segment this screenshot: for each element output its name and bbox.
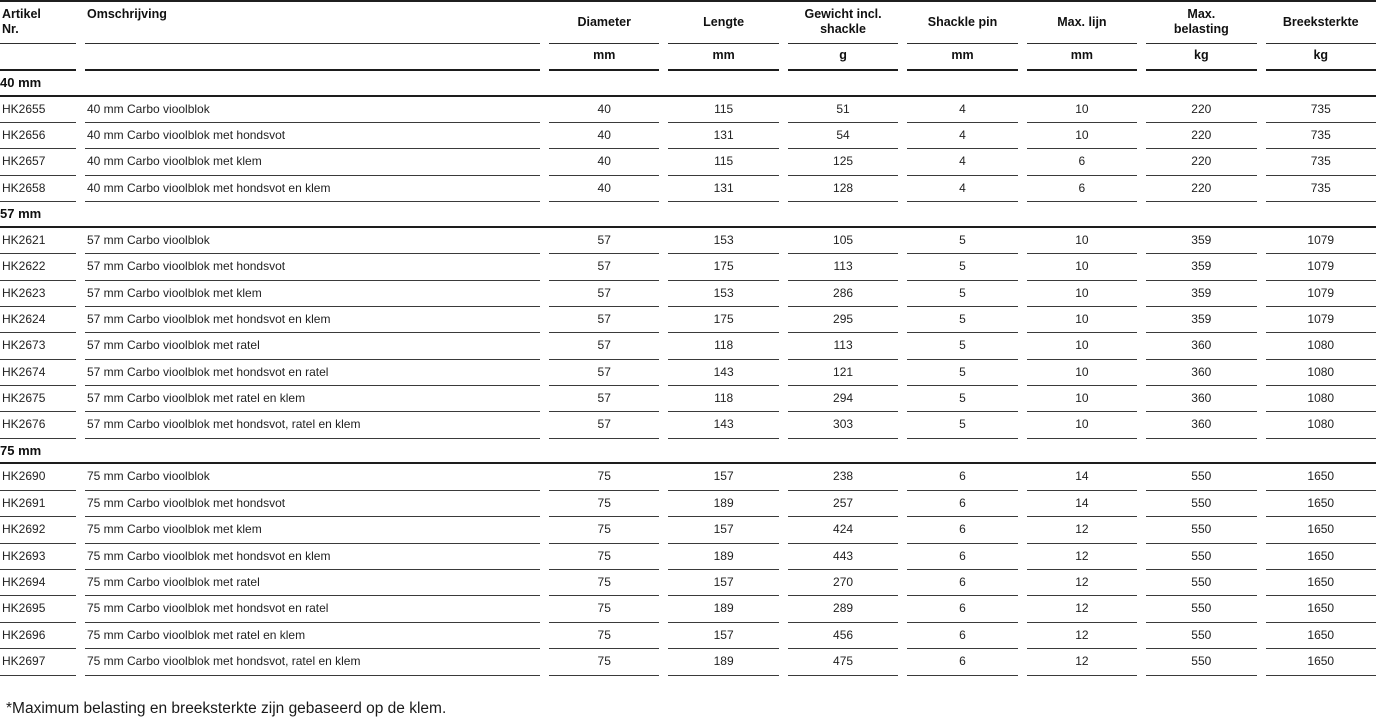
cell-shackle_pin: 5: [907, 412, 1017, 438]
table-row: [0, 149, 1376, 175]
cell-diameter: 75: [549, 464, 659, 490]
cell-max_belasting: 220: [1146, 97, 1256, 123]
cell-lengte: 175: [668, 307, 778, 333]
cell-max_lijn: 12: [1027, 570, 1137, 596]
cell-diameter: 57: [549, 360, 659, 386]
cell-breeksterkte: 1080: [1266, 360, 1376, 386]
cell-max_lijn: 10: [1027, 386, 1137, 412]
cell-lengte: 115: [668, 149, 778, 175]
cell-gewicht_incl_shackle: 113: [788, 254, 898, 280]
cell-artikel_nr: HK2696: [0, 623, 76, 649]
section-header-row: [0, 71, 1376, 97]
cell-omschrijving: 57 mm Carbo vioolblok met hondsvot en ratel: [85, 360, 540, 386]
cell-max_belasting: 550: [1146, 596, 1256, 622]
cell-artikel_nr: HK2695: [0, 596, 76, 622]
cell-artikel_nr: HK2622: [0, 254, 76, 280]
cell-gewicht_incl_shackle: 475: [788, 649, 898, 675]
cell-gewicht_incl_shackle: 270: [788, 570, 898, 596]
table-row: [0, 544, 1376, 570]
unit-artikel-nr: [0, 44, 76, 71]
cell-max_lijn: 14: [1027, 491, 1137, 517]
cell-artikel_nr: HK2697: [0, 649, 76, 675]
cell-omschrijving: 57 mm Carbo vioolblok met ratel en klem: [85, 386, 540, 412]
cell-artikel_nr: HK2675: [0, 386, 76, 412]
section-title: 75 mm: [0, 439, 1376, 465]
cell-lengte: 153: [668, 281, 778, 307]
cell-artikel_nr: HK2691: [0, 491, 76, 517]
header-units-row: [0, 44, 1376, 71]
cell-diameter: 75: [549, 491, 659, 517]
cell-lengte: 189: [668, 544, 778, 570]
col-header-omschrijving: Omschrijving: [85, 2, 540, 44]
cell-omschrijving: 57 mm Carbo vioolblok met hondsvot en klem: [85, 307, 540, 333]
cell-lengte: 115: [668, 97, 778, 123]
cell-gewicht_incl_shackle: 105: [788, 228, 898, 254]
table-row: [0, 517, 1376, 543]
cell-shackle_pin: 6: [907, 570, 1017, 596]
cell-lengte: 131: [668, 123, 778, 149]
table-row: [0, 623, 1376, 649]
cell-shackle_pin: 4: [907, 123, 1017, 149]
cell-omschrijving: 57 mm Carbo vioolblok met ratel: [85, 333, 540, 359]
table-body: [0, 71, 1376, 676]
cell-max_belasting: 550: [1146, 491, 1256, 517]
cell-max_belasting: 550: [1146, 517, 1256, 543]
cell-max_belasting: 360: [1146, 360, 1256, 386]
table-row: [0, 570, 1376, 596]
cell-shackle_pin: 6: [907, 596, 1017, 622]
cell-lengte: 157: [668, 570, 778, 596]
cell-shackle_pin: 6: [907, 517, 1017, 543]
cell-max_belasting: 360: [1146, 333, 1256, 359]
cell-shackle_pin: 4: [907, 176, 1017, 202]
cell-diameter: 75: [549, 623, 659, 649]
cell-breeksterkte: 1650: [1266, 623, 1376, 649]
cell-shackle_pin: 6: [907, 464, 1017, 490]
cell-artikel_nr: HK2655: [0, 97, 76, 123]
table-row: [0, 464, 1376, 490]
cell-shackle_pin: 5: [907, 333, 1017, 359]
unit-lengte: mm: [668, 44, 778, 71]
cell-diameter: 75: [549, 649, 659, 675]
col-header-line: Gewicht incl.: [804, 7, 882, 21]
table-row: [0, 307, 1376, 333]
cell-lengte: 175: [668, 254, 778, 280]
cell-diameter: 57: [549, 228, 659, 254]
col-header-max-belasting: [1146, 2, 1256, 44]
cell-max_lijn: 12: [1027, 649, 1137, 675]
cell-lengte: 118: [668, 386, 778, 412]
section-title: 57 mm: [0, 202, 1376, 228]
unit-gewicht-incl-shackle: g: [788, 44, 898, 71]
unit-max-belasting: kg: [1146, 44, 1256, 71]
cell-gewicht_incl_shackle: 113: [788, 333, 898, 359]
cell-artikel_nr: HK2676: [0, 412, 76, 438]
cell-omschrijving: 40 mm Carbo vioolblok met hondsvot: [85, 123, 540, 149]
table-row: [0, 360, 1376, 386]
footnote: *Maximum belasting en breeksterkte zijn gebaseerd op de klem.: [6, 699, 447, 717]
cell-omschrijving: 57 mm Carbo vioolblok met hondsvot: [85, 254, 540, 280]
cell-lengte: 157: [668, 517, 778, 543]
cell-breeksterkte: 1079: [1266, 254, 1376, 280]
cell-gewicht_incl_shackle: 303: [788, 412, 898, 438]
col-header-artikel-nr: [0, 2, 76, 44]
cell-diameter: 57: [549, 412, 659, 438]
cell-shackle_pin: 6: [907, 544, 1017, 570]
cell-lengte: 131: [668, 176, 778, 202]
cell-max_belasting: 550: [1146, 464, 1256, 490]
unit-shackle-pin: mm: [907, 44, 1017, 71]
cell-max_belasting: 550: [1146, 623, 1256, 649]
cell-breeksterkte: 1079: [1266, 281, 1376, 307]
cell-max_lijn: 10: [1027, 360, 1137, 386]
cell-lengte: 189: [668, 649, 778, 675]
table-row: [0, 123, 1376, 149]
cell-max_lijn: 12: [1027, 596, 1137, 622]
cell-artikel_nr: HK2690: [0, 464, 76, 490]
col-header-line: Nr.: [2, 22, 19, 36]
cell-max_lijn: 10: [1027, 307, 1137, 333]
cell-gewicht_incl_shackle: 294: [788, 386, 898, 412]
cell-max_belasting: 359: [1146, 254, 1256, 280]
cell-max_belasting: 360: [1146, 386, 1256, 412]
cell-gewicht_incl_shackle: 128: [788, 176, 898, 202]
cell-max_lijn: 10: [1027, 281, 1137, 307]
col-header-lengte: Lengte: [668, 2, 778, 44]
cell-max_lijn: 12: [1027, 623, 1137, 649]
cell-breeksterkte: 1079: [1266, 228, 1376, 254]
cell-diameter: 40: [549, 97, 659, 123]
cell-artikel_nr: HK2693: [0, 544, 76, 570]
table-row: [0, 412, 1376, 438]
cell-diameter: 75: [549, 544, 659, 570]
cell-max_belasting: 359: [1146, 228, 1256, 254]
table-row: [0, 228, 1376, 254]
cell-shackle_pin: 5: [907, 386, 1017, 412]
cell-breeksterkte: 1080: [1266, 386, 1376, 412]
cell-artikel_nr: HK2694: [0, 570, 76, 596]
cell-artikel_nr: HK2623: [0, 281, 76, 307]
col-header-diameter: Diameter: [549, 2, 659, 44]
cell-lengte: 157: [668, 464, 778, 490]
cell-max_belasting: 550: [1146, 570, 1256, 596]
cell-gewicht_incl_shackle: 286: [788, 281, 898, 307]
cell-diameter: 40: [549, 149, 659, 175]
cell-diameter: 40: [549, 176, 659, 202]
cell-max_lijn: 10: [1027, 254, 1137, 280]
cell-breeksterkte: 735: [1266, 123, 1376, 149]
product-spec-table: [0, 2, 1376, 676]
cell-artikel_nr: HK2673: [0, 333, 76, 359]
table-row: [0, 386, 1376, 412]
cell-omschrijving: 57 mm Carbo vioolblok met hondsvot, ratel en klem: [85, 412, 540, 438]
cell-max_lijn: 14: [1027, 464, 1137, 490]
cell-omschrijving: 75 mm Carbo vioolblok met klem: [85, 517, 540, 543]
cell-shackle_pin: 5: [907, 281, 1017, 307]
cell-breeksterkte: 1650: [1266, 596, 1376, 622]
table-row: [0, 649, 1376, 675]
cell-shackle_pin: 5: [907, 307, 1017, 333]
cell-breeksterkte: 1080: [1266, 333, 1376, 359]
cell-gewicht_incl_shackle: 456: [788, 623, 898, 649]
cell-breeksterkte: 735: [1266, 149, 1376, 175]
cell-max_lijn: 12: [1027, 544, 1137, 570]
cell-breeksterkte: 1650: [1266, 544, 1376, 570]
col-header-shackle-pin: Shackle pin: [907, 2, 1017, 44]
cell-omschrijving: 75 mm Carbo vioolblok met hondsvot, ratel en klem: [85, 649, 540, 675]
cell-gewicht_incl_shackle: 443: [788, 544, 898, 570]
cell-breeksterkte: 1079: [1266, 307, 1376, 333]
cell-max_belasting: 359: [1146, 307, 1256, 333]
cell-max_belasting: 220: [1146, 176, 1256, 202]
cell-omschrijving: 40 mm Carbo vioolblok met hondsvot en klem: [85, 176, 540, 202]
cell-diameter: 75: [549, 570, 659, 596]
table-row: [0, 176, 1376, 202]
cell-max_belasting: 220: [1146, 149, 1256, 175]
cell-max_lijn: 12: [1027, 517, 1137, 543]
cell-lengte: 157: [668, 623, 778, 649]
cell-max_belasting: 550: [1146, 544, 1256, 570]
cell-lengte: 143: [668, 412, 778, 438]
table-row: [0, 596, 1376, 622]
table-row: [0, 281, 1376, 307]
header-label-row: [0, 2, 1376, 44]
cell-gewicht_incl_shackle: 295: [788, 307, 898, 333]
cell-diameter: 57: [549, 281, 659, 307]
col-header-line: Max.: [1187, 7, 1216, 21]
cell-omschrijving: 75 mm Carbo vioolblok met hondsvot en ratel: [85, 596, 540, 622]
cell-diameter: 75: [549, 517, 659, 543]
cell-breeksterkte: 735: [1266, 176, 1376, 202]
cell-gewicht_incl_shackle: 257: [788, 491, 898, 517]
cell-artikel_nr: HK2657: [0, 149, 76, 175]
section-title: 40 mm: [0, 71, 1376, 97]
cell-omschrijving: 75 mm Carbo vioolblok met hondsvot en klem: [85, 544, 540, 570]
cell-gewicht_incl_shackle: 121: [788, 360, 898, 386]
col-header-line: shackle: [820, 22, 866, 36]
cell-shackle_pin: 6: [907, 491, 1017, 517]
col-header-breeksterkte: Breeksterkte: [1266, 2, 1376, 44]
cell-breeksterkte: 1650: [1266, 491, 1376, 517]
cell-omschrijving: 75 mm Carbo vioolblok met hondsvot: [85, 491, 540, 517]
cell-diameter: 40: [549, 123, 659, 149]
cell-breeksterkte: 1650: [1266, 464, 1376, 490]
col-header-line: Artikel: [2, 7, 41, 21]
cell-shackle_pin: 5: [907, 228, 1017, 254]
cell-shackle_pin: 6: [907, 649, 1017, 675]
cell-artikel_nr: HK2621: [0, 228, 76, 254]
cell-shackle_pin: 6: [907, 623, 1017, 649]
cell-max_lijn: 6: [1027, 149, 1137, 175]
cell-omschrijving: 75 mm Carbo vioolblok met ratel: [85, 570, 540, 596]
cell-diameter: 57: [549, 386, 659, 412]
cell-max_lijn: 10: [1027, 123, 1137, 149]
cell-max_lijn: 10: [1027, 333, 1137, 359]
cell-omschrijving: 57 mm Carbo vioolblok: [85, 228, 540, 254]
unit-omschrijving: [85, 44, 540, 71]
cell-omschrijving: 40 mm Carbo vioolblok met klem: [85, 149, 540, 175]
cell-max_belasting: 550: [1146, 649, 1256, 675]
cell-gewicht_incl_shackle: 125: [788, 149, 898, 175]
cell-shackle_pin: 5: [907, 254, 1017, 280]
cell-artikel_nr: HK2658: [0, 176, 76, 202]
cell-gewicht_incl_shackle: 51: [788, 97, 898, 123]
cell-lengte: 153: [668, 228, 778, 254]
table-header: [0, 2, 1376, 71]
cell-artikel_nr: HK2624: [0, 307, 76, 333]
table-row: [0, 97, 1376, 123]
cell-breeksterkte: 1080: [1266, 412, 1376, 438]
cell-gewicht_incl_shackle: 238: [788, 464, 898, 490]
cell-max_lijn: 6: [1027, 176, 1137, 202]
cell-breeksterkte: 1650: [1266, 649, 1376, 675]
unit-diameter: mm: [549, 44, 659, 71]
cell-omschrijving: 57 mm Carbo vioolblok met klem: [85, 281, 540, 307]
cell-breeksterkte: 1650: [1266, 517, 1376, 543]
table-row: [0, 254, 1376, 280]
cell-diameter: 57: [549, 307, 659, 333]
cell-omschrijving: 40 mm Carbo vioolblok: [85, 97, 540, 123]
cell-artikel_nr: HK2674: [0, 360, 76, 386]
col-header-max-lijn: Max. lijn: [1027, 2, 1137, 44]
cell-max_belasting: 360: [1146, 412, 1256, 438]
table-row: [0, 491, 1376, 517]
cell-diameter: 75: [549, 596, 659, 622]
cell-breeksterkte: 735: [1266, 97, 1376, 123]
cell-lengte: 189: [668, 596, 778, 622]
cell-shackle_pin: 4: [907, 149, 1017, 175]
unit-max-lijn: mm: [1027, 44, 1137, 71]
cell-shackle_pin: 5: [907, 360, 1017, 386]
cell-max_lijn: 10: [1027, 97, 1137, 123]
cell-omschrijving: 75 mm Carbo vioolblok met ratel en klem: [85, 623, 540, 649]
cell-gewicht_incl_shackle: 424: [788, 517, 898, 543]
cell-gewicht_incl_shackle: 289: [788, 596, 898, 622]
cell-diameter: 57: [549, 333, 659, 359]
cell-omschrijving: 75 mm Carbo vioolblok: [85, 464, 540, 490]
cell-shackle_pin: 4: [907, 97, 1017, 123]
cell-gewicht_incl_shackle: 54: [788, 123, 898, 149]
unit-breeksterkte: kg: [1266, 44, 1376, 71]
cell-max_lijn: 10: [1027, 228, 1137, 254]
section-header-row: [0, 202, 1376, 228]
cell-lengte: 189: [668, 491, 778, 517]
cell-lengte: 143: [668, 360, 778, 386]
cell-artikel_nr: HK2692: [0, 517, 76, 543]
cell-breeksterkte: 1650: [1266, 570, 1376, 596]
cell-lengte: 118: [668, 333, 778, 359]
col-header-gewicht-incl-shackle: [788, 2, 898, 44]
section-header-row: [0, 439, 1376, 465]
cell-max_belasting: 359: [1146, 281, 1256, 307]
col-header-line: belasting: [1173, 22, 1229, 36]
cell-max_belasting: 220: [1146, 123, 1256, 149]
cell-max_lijn: 10: [1027, 412, 1137, 438]
cell-artikel_nr: HK2656: [0, 123, 76, 149]
table-row: [0, 333, 1376, 359]
cell-diameter: 57: [549, 254, 659, 280]
